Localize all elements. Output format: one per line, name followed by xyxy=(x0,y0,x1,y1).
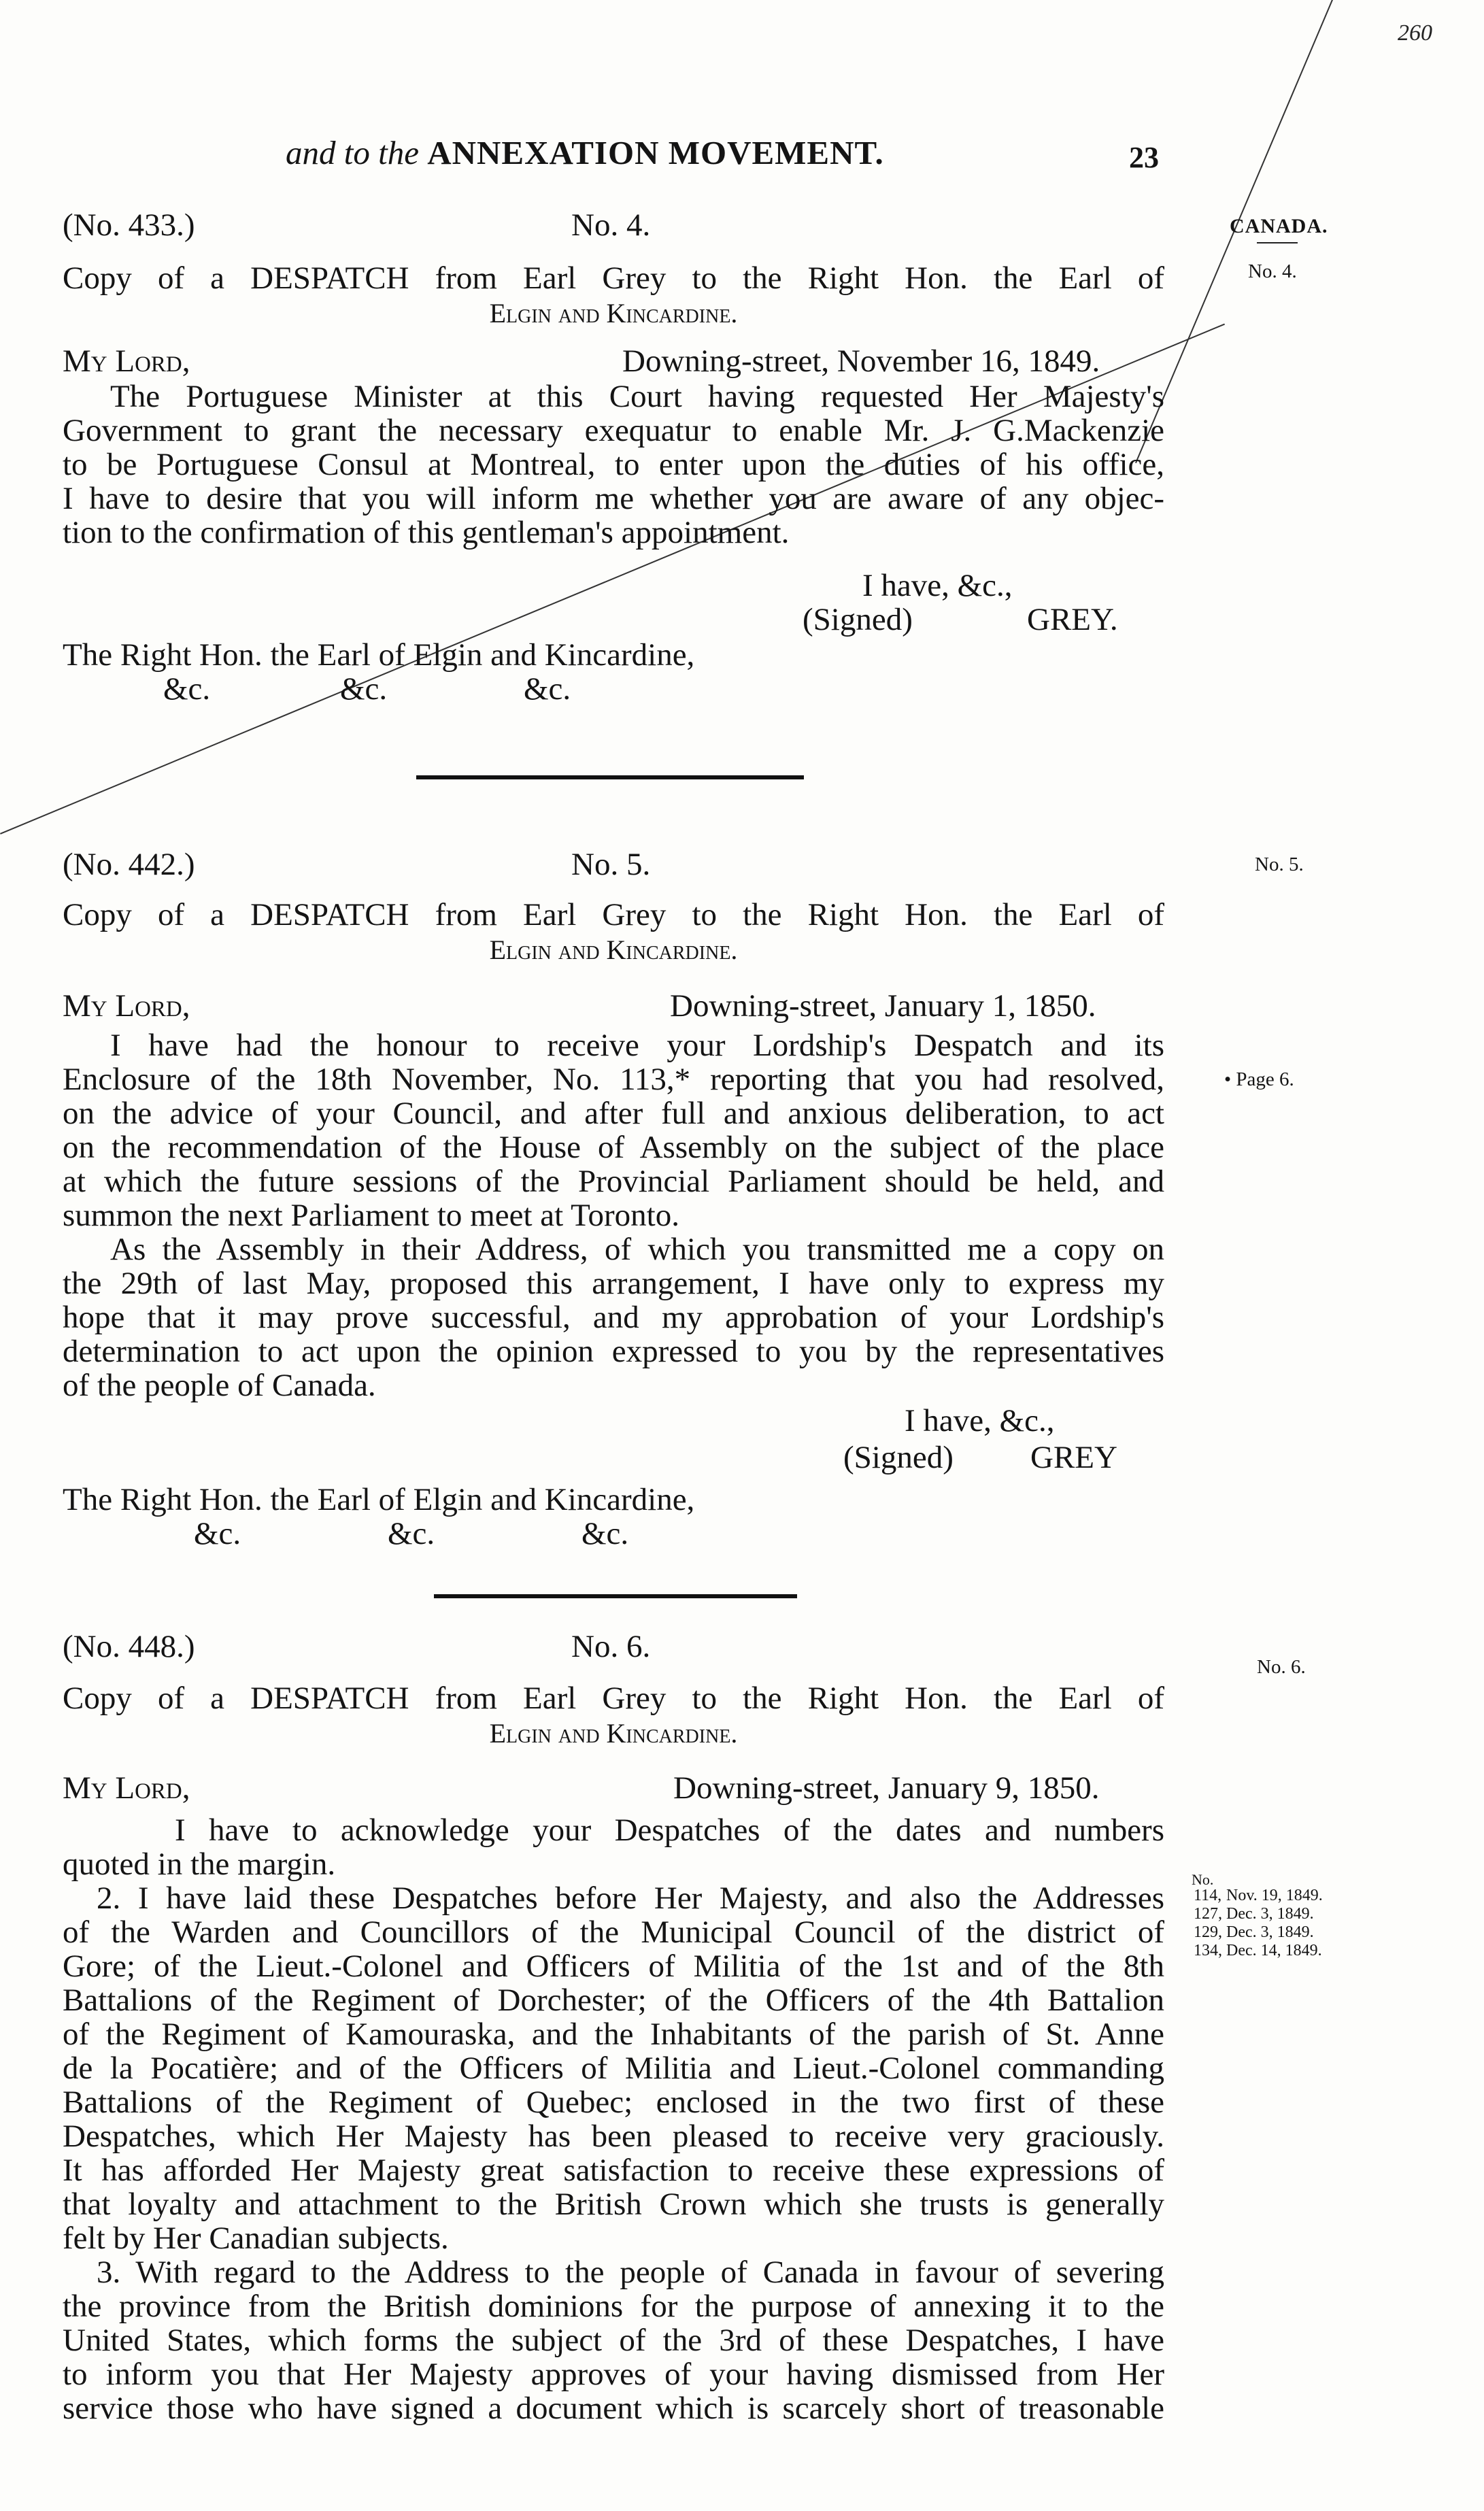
despatch-heading: Copy of a DESPATCH from Earl Grey to the Right Hon. the Earl of xyxy=(63,897,1164,932)
etc: &c. xyxy=(581,1516,629,1551)
margin-ref-date: Dec. 14, 1849. xyxy=(1226,1942,1322,1959)
addressee: The Right Hon. the Earl of Elgin and Kincardine, xyxy=(63,637,695,673)
etc: &c. xyxy=(163,671,211,707)
body-line: of the people of Canada. xyxy=(63,1368,376,1403)
closing: I have, &c., xyxy=(862,568,1013,603)
body-line: Despatches, which Her Majesty has been pleased to receive very graciously. xyxy=(63,2119,1164,2154)
margin-ref-no: 134, xyxy=(1194,1942,1222,1959)
despatch-heading: Copy of a DESPATCH from Earl Grey to the Right Hon. the Earl of xyxy=(63,1681,1164,1716)
margin-page-ref: • Page 6. xyxy=(1224,1068,1294,1090)
despatch-heading-recipient: Elgin and Kincardine. xyxy=(489,1718,738,1749)
body-line: of the Warden and Councillors of the Municipal Council of the district of xyxy=(63,1915,1164,1950)
margin-rule xyxy=(1257,242,1298,243)
body-line: Battalions of the Regiment of Quebec; enclosed in the two first of these xyxy=(63,2085,1164,2120)
margin-ref-row xyxy=(1192,1923,1325,1942)
body-line: I have to desire that you will inform me whether you are aware of any objec- xyxy=(63,481,1164,516)
etc: &c. xyxy=(194,1516,241,1551)
margin-ref-no: 127, xyxy=(1194,1905,1222,1923)
body-line: hope that it may prove successful, and my approbation of your Lordship's xyxy=(63,1300,1164,1335)
place-date: Downing-street, November 16, 1849. xyxy=(622,343,1100,379)
margin-no6: No. 6. xyxy=(1257,1656,1306,1678)
margin-despatch-refs xyxy=(1192,1873,1325,1960)
body-line: The Portuguese Minister at this Court having requested Her Majesty's xyxy=(110,379,1164,414)
section-divider xyxy=(434,1594,797,1598)
body-line: It has afforded Her Majesty great satisfaction to receive these expressions of xyxy=(63,2153,1164,2188)
margin-ref-date: Dec. 3, 1849. xyxy=(1226,1905,1314,1923)
signed-label: (Signed) xyxy=(843,1440,954,1475)
body-line: to inform you that Her Majesty approves of your having dismissed from Her xyxy=(63,2357,1164,2392)
despatch-body xyxy=(63,380,1164,550)
despatch-ref: (No. 442.) xyxy=(63,847,195,882)
despatch-heading-recipient: Elgin and Kincardine. xyxy=(489,934,738,965)
despatch-body xyxy=(63,1028,1164,1402)
margin-ref-row xyxy=(1192,1887,1325,1905)
body-line: to be Portuguese Consul at Montreal, to enter upon the duties of his office, xyxy=(63,447,1164,482)
archive-mark: 260 xyxy=(1398,20,1432,46)
body-line: determination to act upon the opinion expressed to you by the representatives xyxy=(63,1334,1164,1369)
body-line: on the advice of your Council, and after full and anxious deliberation, to act xyxy=(63,1096,1164,1131)
body-line: I have had the honour to receive your Lordship's Despatch and its xyxy=(110,1028,1164,1063)
body-line: 2. I have laid these Despatches before Her Majesty, and also the Addresses xyxy=(97,1881,1164,1916)
despatch-number: No. 6. xyxy=(571,1629,651,1664)
body-line: the province from the British dominions for the purpose of annexing it to the xyxy=(63,2289,1164,2324)
etc: &c. xyxy=(340,671,388,707)
salutation: My Lord, xyxy=(63,1770,190,1806)
signed-label: (Signed) xyxy=(803,602,913,637)
body-line: Enclosure of the 18th November, No. 113,* reporting that you had resolved, xyxy=(63,1062,1164,1097)
signer: GREY. xyxy=(1027,602,1118,637)
margin-no5: No. 5. xyxy=(1255,854,1304,875)
body-line: that loyalty and attachment to the British Crown which she trusts is generally xyxy=(63,2187,1164,2222)
body-line: tion to the confirmation of this gentleman's appointment. xyxy=(63,515,790,550)
page-number: 23 xyxy=(1129,141,1159,174)
section-divider xyxy=(416,775,804,779)
body-line: 3. With regard to the Address to the people of Canada in favour of severing xyxy=(97,2255,1164,2290)
body-line: service those who have signed a document which is scarcely short of treasonable xyxy=(63,2391,1164,2426)
salutation: My Lord, xyxy=(63,988,190,1024)
place-date: Downing-street, January 9, 1850. xyxy=(673,1770,1100,1806)
closing: I have, &c., xyxy=(905,1403,1055,1438)
etc: &c. xyxy=(388,1516,435,1551)
despatch-number: No. 5. xyxy=(571,847,651,882)
margin-ref-no: 114, xyxy=(1194,1887,1222,1904)
margin-ref-date: Dec. 3, 1849. xyxy=(1226,1923,1314,1941)
body-line: quoted in the margin. xyxy=(63,1847,336,1882)
despatch-body xyxy=(63,1813,1164,2425)
despatch-ref: (No. 448.) xyxy=(63,1629,195,1664)
body-line: of the Regiment of Kamouraska, and the Inhabitants of the parish of St. Anne xyxy=(63,2017,1164,2052)
body-line: summon the next Parliament to meet at Toronto. xyxy=(63,1198,679,1233)
margin-no-label: No. xyxy=(1192,1871,1214,1888)
body-line: de la Pocatière; and of the Officers of Militia and Lieut.-Colonel commanding xyxy=(63,2051,1164,2086)
margin-refs-table xyxy=(1192,1887,1325,1960)
etc: &c. xyxy=(524,671,571,707)
body-line: felt by Her Canadian subjects. xyxy=(63,2221,449,2256)
salutation: My Lord, xyxy=(63,343,190,379)
despatch-heading: Copy of a DESPATCH from Earl Grey to the Right Hon. the Earl of xyxy=(63,260,1164,296)
body-line: on the recommendation of the House of Assembly on the subject of the place xyxy=(63,1130,1164,1165)
body-line: the 29th of last May, proposed this arrangement, I have only to express my xyxy=(63,1266,1164,1301)
margin-no4: No. 4. xyxy=(1248,260,1297,282)
signer: GREY xyxy=(1030,1440,1117,1475)
body-line: Battalions of the Regiment of Dorchester; of the Officers of the 4th Battalion xyxy=(63,1983,1164,2018)
margin-ref-date: Nov. 19, 1849. xyxy=(1226,1887,1323,1904)
body-line: I have to acknowledge your Despatches of the dates and numbers xyxy=(175,1813,1164,1848)
despatch-heading-recipient: Elgin and Kincardine. xyxy=(489,298,738,328)
body-line: Gore; of the Lieut.-Colonel and Officers of Militia of the 1st and of the 8th xyxy=(63,1949,1164,1984)
place-date: Downing-street, January 1, 1850. xyxy=(670,988,1096,1024)
margin-ref-no: 129, xyxy=(1194,1923,1222,1941)
despatch-number: No. 4. xyxy=(571,207,651,243)
body-line: Government to grant the necessary exequatur to enable Mr. J. G.Mackenzie xyxy=(63,413,1164,448)
body-line: at which the future sessions of the Provincial Parliament should be held, and xyxy=(63,1164,1164,1199)
margin-ref-row xyxy=(1192,1905,1325,1923)
body-line: As the Assembly in their Address, of which you transmitted me a copy on xyxy=(110,1232,1164,1267)
running-title: and to the ANNEXATION MOVEMENT. xyxy=(286,134,884,171)
margin-canada: CANADA. xyxy=(1230,215,1328,237)
margin-ref-row xyxy=(1192,1942,1325,1960)
despatch-ref: (No. 433.) xyxy=(63,207,195,243)
addressee: The Right Hon. the Earl of Elgin and Kincardine, xyxy=(63,1482,695,1517)
body-line: United States, which forms the subject of the 3rd of these Despatches, I have xyxy=(63,2323,1164,2358)
